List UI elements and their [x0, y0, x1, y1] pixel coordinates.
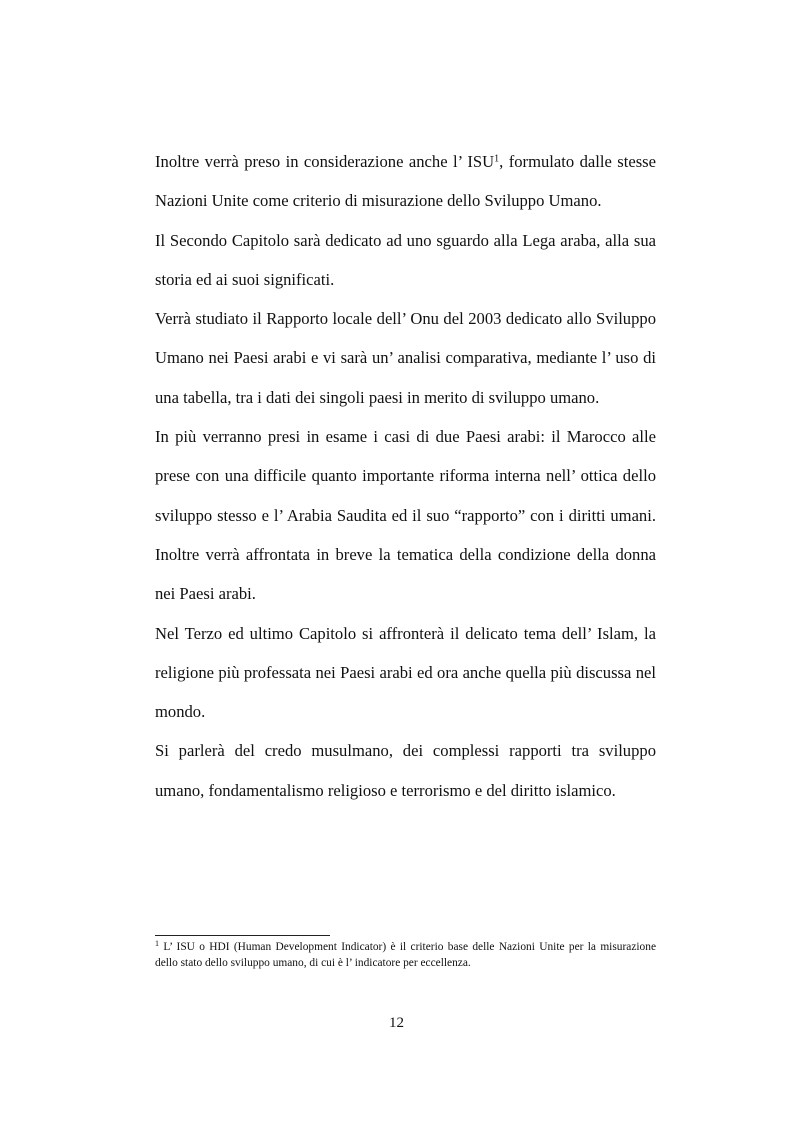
paragraph-second-chapter: Il Secondo Capitolo sarà dedicato ad uno sguardo alla Lega araba, alla sua storia ed ai suoi significati.: [155, 230, 656, 289]
paragraph-isu: [155, 142, 656, 221]
footnote-reference: 1: [494, 153, 500, 165]
paragraph-isu-text-start: Inoltre verrà preso in considerazione anche l’ ISU: [155, 152, 495, 171]
paragraph-onu-report: Verrà studiato il Rapporto locale dell’ Onu del 2003 dedicato allo Sviluppo Umano nei Paesi arabi e vi sarà un’ analisi comparativa, mediante l’ uso di una tabella, tra i dati dei singoli paesi in merito di sviluppo umano.: [155, 309, 656, 407]
paragraph-islamic-law: Si parlerà del credo musulmano, dei complessi rapporti tra sviluppo umano, fondamentalismo religioso e terrorismo e del diritto islamico.: [155, 741, 656, 800]
main-text: [155, 142, 656, 810]
footnote-text: L’ ISU o HDI (Human Development Indicator) è il criterio base delle Nazioni Unite per la misurazione dello stato dello sviluppo umano, di cui è l’ indicatore per eccellenza.: [155, 941, 656, 969]
footnote-marker: 1: [155, 939, 159, 948]
paragraph-case-studies: In più verranno presi in esame i casi di due Paesi arabi: il Marocco alle prese con una difficile quanto importante riforma interna nell’ ottica dello sviluppo stesso e l’ Arabia Saudita ed il suo “rapporto” con i diritti umani. Inoltre verrà affrontata in breve la tematica della condizione della donna nei Paesi arabi.: [155, 427, 656, 604]
paragraph-third-chapter: Nel Terzo ed ultimo Capitolo si affronterà il delicato tema dell’ Islam, la religione più professata nei Paesi arabi ed ora anche quella più discussa nel mondo.: [155, 623, 656, 722]
page-number: 12: [389, 1015, 404, 1031]
paragraph-isu-text-end: , formulato dalle stesse Nazioni Unite come criterio di misurazione dello Sviluppo Umano.: [155, 152, 657, 211]
footnote: [155, 940, 656, 971]
footnote-divider: [155, 935, 330, 936]
